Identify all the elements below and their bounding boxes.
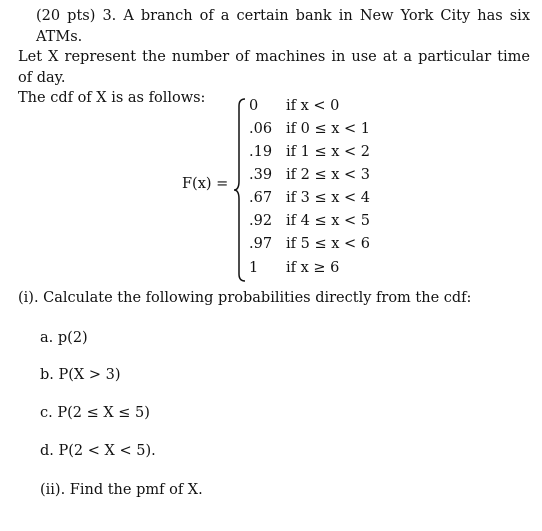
cdf-case-condition: if 2 ≤ x < 3 bbox=[286, 167, 370, 183]
cdf-case-value: 0 bbox=[249, 98, 259, 114]
problem-statement bbox=[18, 6, 530, 109]
question-expression: P(2 ≤ X ≤ 5) bbox=[57, 405, 150, 421]
left-brace-icon bbox=[232, 96, 248, 284]
cdf-case-value: 1 bbox=[249, 260, 259, 276]
problem-line-1: (20 pts) 3. A branch of a certain bank in New York City has six ATMs. bbox=[36, 8, 530, 45]
question-letter: a. bbox=[40, 330, 54, 346]
cdf-case-value: .39 bbox=[249, 167, 273, 183]
problem-line-2: Let X represent the number of machines in use at a particular time of day. bbox=[18, 49, 530, 86]
cdf-case-condition: if x ≥ 6 bbox=[286, 260, 340, 276]
question-b bbox=[40, 367, 121, 383]
question-letter: b. bbox=[40, 367, 54, 383]
cdf-case-value: .06 bbox=[249, 121, 273, 137]
cdf-case-condition: if 4 ≤ x < 5 bbox=[286, 213, 370, 229]
problem-line-3: The cdf of X is as follows: bbox=[18, 90, 206, 106]
question-expression: p(2) bbox=[57, 330, 88, 346]
part-i-prompt: (i). Calculate the following probabilities directly from the cdf: bbox=[18, 290, 472, 306]
cdf-case-condition: if 5 ≤ x < 6 bbox=[286, 236, 370, 252]
cdf-case-value: .19 bbox=[249, 144, 273, 160]
cdf-label: F(x) = bbox=[182, 176, 229, 192]
question-a bbox=[40, 330, 88, 346]
question-d bbox=[40, 443, 156, 459]
question-letter: d. bbox=[40, 443, 54, 459]
cdf-case-value: .92 bbox=[249, 213, 273, 229]
part-ii-prompt: (ii). Find the pmf of X. bbox=[40, 482, 203, 498]
cdf-case-condition: if x < 0 bbox=[286, 98, 340, 114]
cdf-definition bbox=[0, 96, 542, 284]
cdf-case-condition: if 3 ≤ x < 4 bbox=[286, 190, 370, 206]
question-expression: P(X > 3) bbox=[58, 367, 121, 383]
question-c bbox=[40, 405, 150, 421]
cdf-case-value: .97 bbox=[249, 236, 273, 252]
cdf-case-value: .67 bbox=[249, 190, 273, 206]
question-expression: P(2 < X < 5). bbox=[58, 443, 156, 459]
cdf-case-condition: if 0 ≤ x < 1 bbox=[286, 121, 370, 137]
cdf-case-condition: if 1 ≤ x < 2 bbox=[286, 144, 370, 160]
question-letter: c. bbox=[40, 405, 53, 421]
